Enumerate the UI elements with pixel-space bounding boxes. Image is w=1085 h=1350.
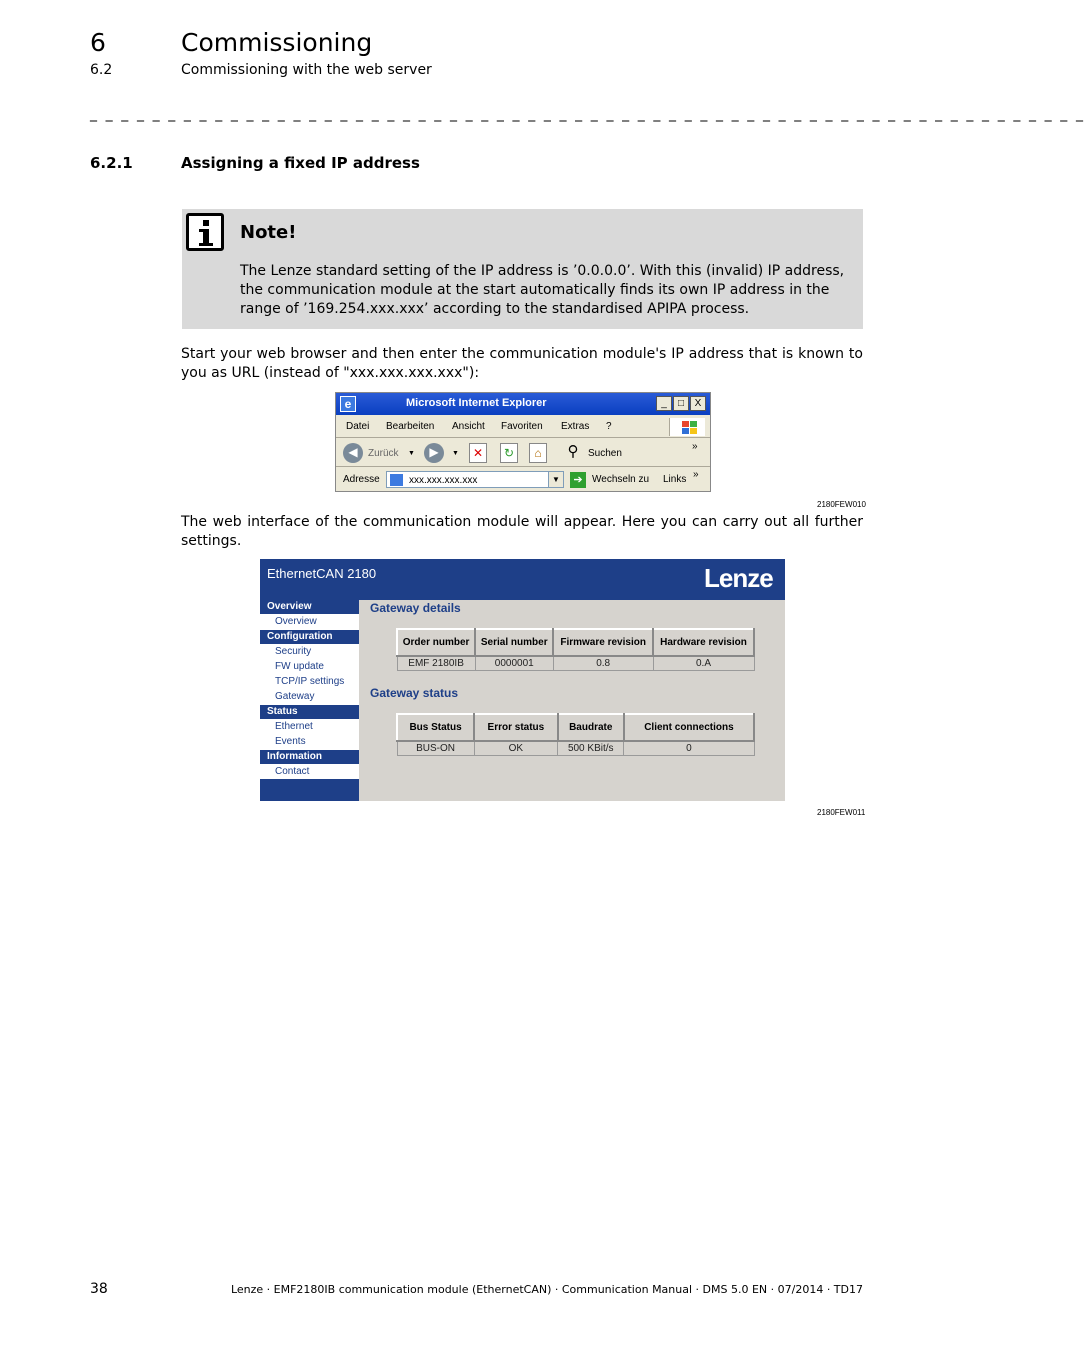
sidebar-header-overview[interactable]: Overview: [260, 600, 359, 614]
gateway-status-title: Gateway status: [370, 686, 459, 700]
note-box: [182, 209, 863, 329]
webui-header: [260, 559, 785, 600]
links-label[interactable]: Links: [663, 474, 687, 485]
webui-screenshot: [260, 559, 785, 801]
value-hardware-revision: 0.A: [653, 656, 754, 670]
header-baudrate: Baudrate: [558, 714, 624, 741]
links-more-icon[interactable]: »: [693, 469, 699, 480]
windows-flag-icon: [669, 418, 705, 436]
address-label: Adresse: [343, 474, 380, 485]
sidebar-item-contact[interactable]: Contact: [275, 766, 310, 777]
search-icon[interactable]: ⚲: [567, 443, 579, 460]
gateway-status-table: [396, 713, 755, 756]
address-dropdown-icon[interactable]: ▼: [548, 472, 563, 487]
footer-text: Lenze · EMF2180IB communication module (EthernetCAN) · Communication Manual · DMS 5.0 EN · 07/2014 · TD17: [230, 1283, 863, 1296]
menu-extras[interactable]: Extras: [561, 421, 590, 432]
subsection-title: Assigning a fixed IP address: [181, 154, 420, 172]
value-bus-status: BUS-ON: [397, 741, 474, 755]
sidebar-item-gateway[interactable]: Gateway: [275, 691, 315, 702]
note-title: Note!: [240, 222, 297, 243]
menu-help[interactable]: ?: [606, 421, 612, 432]
ie-logo-icon: e: [340, 396, 356, 412]
sidebar-item-tcpip-settings[interactable]: TCP/IP settings: [275, 676, 345, 687]
sidebar-item-overview[interactable]: Overview: [275, 616, 317, 627]
section-number: 6.2: [90, 62, 113, 78]
value-order-number: EMF 2180IB: [397, 656, 475, 670]
info-icon: [186, 213, 224, 251]
paragraph-webui: The web interface of the communication module will appear. Here you can carry out all further settings.: [181, 514, 863, 549]
note-text: The Lenze standard setting of the IP address is ’0.0.0.0’. With this (invalid) IP address, the communication module at the start automatically finds its own IP address in the range of ’169.254.xxx.xxx’ according to the standardised APIPA process.: [240, 263, 845, 317]
paragraph-browser: Start your web browser and then enter the communication module's IP address that is known to you as URL (instead of "xxx.xxx.xxx.xxx"):: [181, 346, 863, 381]
value-firmware-revision: 0.8: [553, 656, 653, 670]
sidebar-header-information[interactable]: Information: [260, 750, 359, 764]
header-order-number: Order number: [397, 629, 475, 656]
lenze-logo: Lenze: [704, 563, 773, 593]
back-arrow-icon[interactable]: ◀: [343, 443, 363, 463]
sidebar-footer: [260, 779, 359, 801]
menu-ansicht[interactable]: Ansicht: [452, 421, 485, 432]
header-error-status: Error status: [474, 714, 557, 741]
minimize-button[interactable]: _: [656, 396, 672, 411]
go-button-label[interactable]: Wechseln zu: [592, 474, 650, 485]
header-client-connections: Client connections: [624, 714, 754, 741]
back-dropdown-icon[interactable]: ▼: [408, 450, 415, 457]
value-error-status: OK: [474, 741, 557, 755]
product-name: EthernetCAN 2180: [267, 566, 377, 581]
section-title: Commissioning with the web server: [181, 62, 432, 78]
value-client-connections: 0: [624, 741, 754, 755]
gateway-details-table: [396, 628, 755, 671]
webui-sidebar: [260, 600, 359, 801]
forward-arrow-icon[interactable]: ▶: [424, 443, 444, 463]
header-bus-status: Bus Status: [397, 714, 474, 741]
browser-screenshot: [335, 392, 711, 492]
figure-id-1: 2180FEW010: [817, 500, 866, 509]
toolbar-more-icon[interactable]: »: [692, 441, 698, 452]
address-input[interactable]: [386, 471, 564, 488]
menu-bearbeiten[interactable]: Bearbeiten: [386, 421, 435, 432]
page-icon: [390, 474, 403, 486]
browser-titlebar: [336, 393, 710, 415]
home-icon[interactable]: ⌂: [529, 443, 547, 463]
header-firmware-revision: Firmware revision: [553, 629, 653, 656]
figure-id-2: 2180FEW011: [817, 808, 866, 817]
value-serial-number: 0000001: [475, 656, 553, 670]
browser-title: Microsoft Internet Explorer: [406, 397, 547, 409]
menu-favoriten[interactable]: Favoriten: [501, 421, 543, 432]
stop-icon[interactable]: ✕: [469, 443, 487, 463]
address-bar: [336, 468, 710, 492]
sidebar-header-status[interactable]: Status: [260, 705, 359, 719]
header-rule: _ _ _ _ _ _ _ _ _ _ _ _ _ _ _ _ _ _ _ _ _ _ _ _ _ _ _ _ _ _ _ _ _ _ _ _ _ _ _ _ _ _ _ _ _ _ _ _ _ _ _ _ _ _ _ _ _ _ _ _ _ _ _ _: [90, 106, 1085, 122]
menu-datei[interactable]: Datei: [346, 421, 370, 432]
address-value: xxx.xxx.xxx.xxx: [409, 475, 478, 486]
refresh-icon[interactable]: ↻: [500, 443, 518, 463]
browser-menubar: [336, 416, 710, 438]
sidebar-header-configuration[interactable]: Configuration: [260, 630, 359, 644]
page-number: 38: [90, 1281, 108, 1297]
forward-dropdown-icon[interactable]: ▼: [452, 450, 459, 457]
subsection-number: 6.2.1: [90, 154, 133, 172]
close-button[interactable]: X: [690, 396, 706, 411]
header-hardware-revision: Hardware revision: [653, 629, 754, 656]
maximize-button[interactable]: □: [673, 396, 689, 411]
sidebar-item-events[interactable]: Events: [275, 736, 306, 747]
sidebar-item-fw-update[interactable]: FW update: [275, 661, 324, 672]
chapter-title: Commissioning: [181, 28, 373, 57]
browser-toolbar: [336, 439, 710, 467]
sidebar-item-security[interactable]: Security: [275, 646, 312, 657]
gateway-details-title: Gateway details: [370, 601, 461, 615]
chapter-number: 6: [90, 28, 106, 57]
sidebar-item-ethernet[interactable]: Ethernet: [275, 721, 313, 732]
header-serial-number: Serial number: [475, 629, 553, 656]
value-baudrate: 500 KBit/s: [558, 741, 624, 755]
go-arrow-icon[interactable]: ➔: [570, 472, 586, 488]
back-button-label[interactable]: Zurück: [368, 448, 399, 459]
search-button-label[interactable]: Suchen: [588, 448, 622, 459]
